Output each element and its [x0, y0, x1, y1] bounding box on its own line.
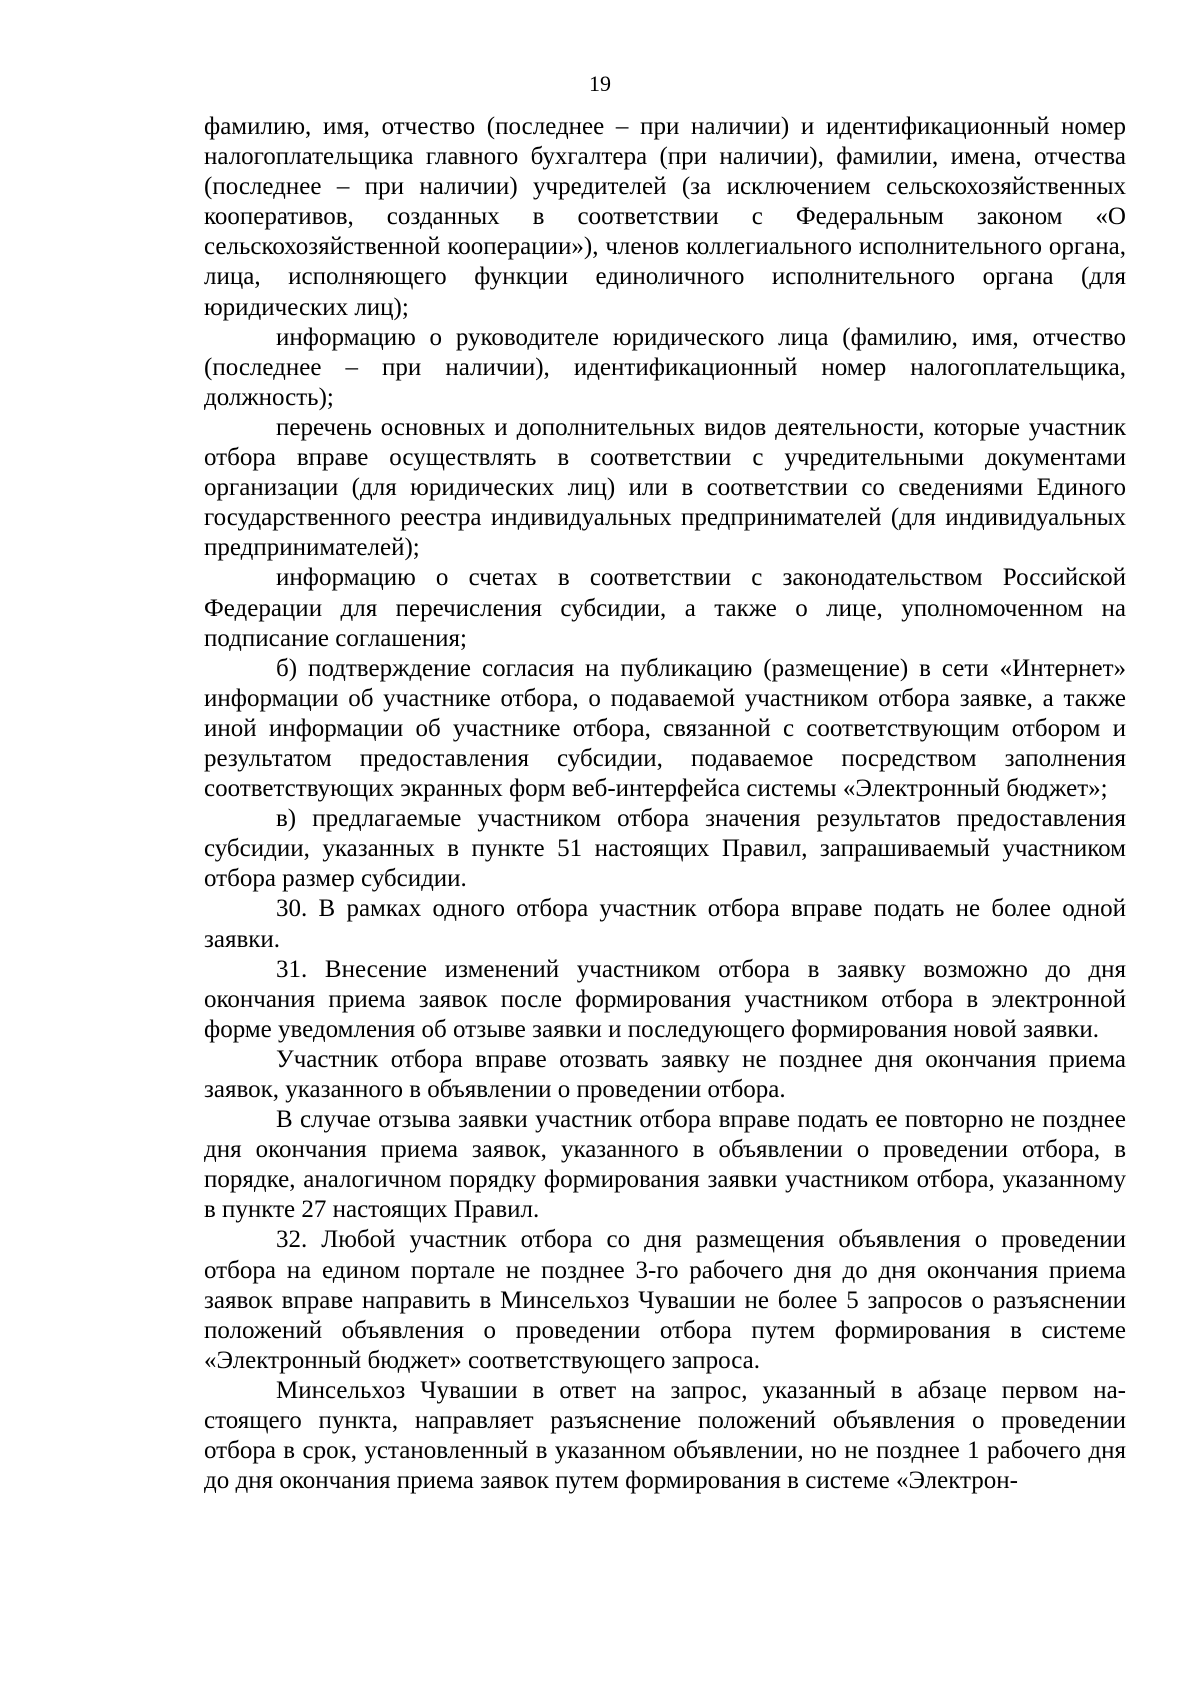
paragraph-item-v: в) предлагаемые участником отбора значения результатов предоставления субсидии, указанных в пункте 51 настоящих Правил, запрашиваемый участником отбора размер субсидии.: [204, 805, 1126, 893]
page-number: 19: [589, 71, 611, 96]
paragraph-clause-31-withdraw: Участник отбора вправе отозвать заявку не позднее дня окончания приема заявок, указанного в объявлении о проведении отбора.: [204, 1045, 1126, 1103]
paragraph-item-b: б) подтверждение согласия на публикацию (размещение) в сети «Интернет» информации об участнике отбора, о подаваемой участником отбора заявке, а также иной информации об участнике отбора, связанной с соответствующим отбором и результатом предоставления субсидии, подаваемое посредством заполнения соответствующих экранных форм веб-интерфейса системы «Электронный бюджет»;: [204, 654, 1126, 803]
paragraph-clause-32-response: Минсельхоз Чувашии в ответ на запрос, указанный в абзаце первом настоящего пункта, направляет разъяснение положений объявления о проведении отбора в срок, установленный в указанном объявлении, но не позднее 1 рабочего дня до дня окончания приема заявок путем формирования в системе «Электрон-: [204, 1376, 1126, 1495]
paragraph-accounts-info: информацию о счетах в соответствии с законодательством Российской Федерации для перечисления субсидии, а также о лице, уполномоченном на подписание соглашения;: [204, 564, 1126, 652]
paragraph-clause-31: 31. Внесение изменений участником отбора в заявку возможно до дня окончания приема заявок после формирования участником отбора в электронной форме уведомления об отзыве заявки и последующего формирования новой заявки.: [204, 955, 1126, 1043]
paragraph-head-info: информацию о руководителе юридического лица (фамилию, имя, отчество (последнее – при наличии), идентификационный номер налогоплательщика, должность);: [204, 323, 1126, 411]
paragraph-activities-list: перечень основных и дополнительных видов деятельности, которые участник отбора вправе осуществлять в соответствии с учредительными документами организации (для юридических лиц) или в соответствии со сведениями Единого государственного реестра индивидуальных предпринимателей (для индивидуальных предпринимателей);: [204, 413, 1126, 562]
paragraph-clause-32: 32. Любой участник отбора со дня размещения объявления о проведении отбора на едином портале не позднее 3-го рабочего дня до дня окончания приема заявок вправе направить в Минсельхоз Чувашии не более 5 запросов о разъяснении положений объявления о проведении отбора путем формирования в системе «Электронный бюджет» соответствующего запроса.: [204, 1226, 1126, 1374]
paragraph-continuation: фамилию, имя, отчество (последнее – при наличии) и идентификационный номер налогоплательщика главного бухгалтера (при наличии), фамилии, имена, отчества (последнее – при наличии) учредителей (за исключением сельскохозяйственных кооперативов, созданных в соответствии с Федеральным законом «О сельскохозяйственной кооперации»), членов коллегиального исполнительного органа, лица, исполняющего функции единоличного исполнительного органа (для юридических лиц);: [204, 113, 1126, 321]
document-body: [204, 112, 1126, 1496]
paragraph-clause-31-resubmit: В случае отзыва заявки участник отбора вправе подать ее повторно не позднее дня окончания приема заявок, указанного в объявлении о проведении отбора, в порядке, аналогичном порядку формирования заявки участником отбора, указанному в пункте 27 настоящих Правил.: [204, 1106, 1126, 1224]
paragraph-clause-30: 30. В рамках одного отбора участник отбора вправе подать не более одной заявки.: [204, 895, 1126, 953]
